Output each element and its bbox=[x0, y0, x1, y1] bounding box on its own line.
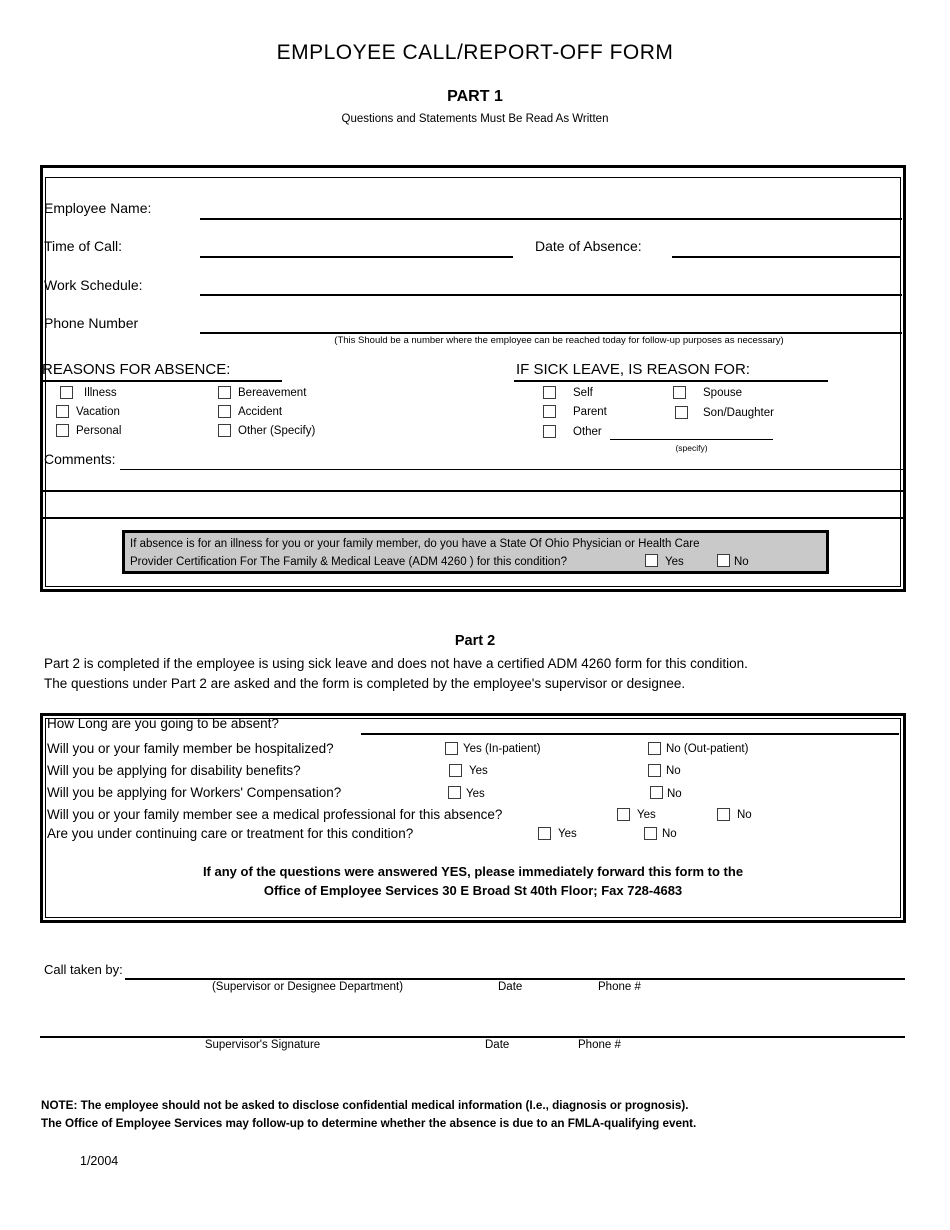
employee-name-label: Employee Name: bbox=[44, 200, 152, 216]
comments-input-line[interactable] bbox=[120, 469, 905, 470]
disability-no-checkbox[interactable] bbox=[648, 764, 661, 777]
disability-no-label: No bbox=[666, 765, 681, 777]
how-long-input-line[interactable] bbox=[361, 733, 899, 735]
sig2-name-caption: Supervisor's Signature bbox=[204, 1039, 321, 1051]
forward-instruction-line1: If any of the questions were answered YES, please immediately forward this form to the bbox=[202, 864, 744, 879]
son-daughter-label: Son/Daughter bbox=[703, 407, 774, 419]
continuing-care-yes-label: Yes bbox=[558, 828, 577, 840]
reasons-heading: REASONS FOR ABSENCE: bbox=[42, 361, 231, 378]
adm4260-no-checkbox[interactable] bbox=[717, 554, 730, 567]
adm4260-yes-checkbox[interactable] bbox=[645, 554, 658, 567]
adm4260-no-label: No bbox=[734, 556, 749, 568]
continuing-care-question: Are you under continuing care or treatment for this condition? bbox=[47, 826, 414, 841]
continuing-care-yes-checkbox[interactable] bbox=[538, 827, 551, 840]
phone-number-label: Phone Number bbox=[44, 315, 139, 331]
medical-professional-yes-checkbox[interactable] bbox=[617, 808, 630, 821]
note-line2: The Office of Employee Services may follow-up to determine whether the absence is due to an FMLA-qualifying event. bbox=[41, 1117, 697, 1130]
workers-comp-no-label: No bbox=[667, 788, 682, 800]
sig1-dept-caption: (Supervisor or Designee Department) bbox=[211, 981, 404, 993]
sig1-date-caption: Date bbox=[498, 981, 523, 993]
bereavement-checkbox[interactable] bbox=[218, 386, 231, 399]
hospitalized-question: Will you or your family member be hospitalized? bbox=[47, 741, 334, 756]
workers-comp-no-checkbox[interactable] bbox=[650, 786, 663, 799]
supervisor-signature-line[interactable] bbox=[40, 1036, 905, 1038]
parent-label: Parent bbox=[573, 406, 607, 418]
hospitalized-no-label: No (Out-patient) bbox=[666, 743, 749, 755]
workers-comp-question: Will you be applying for Workers' Compensation? bbox=[47, 785, 342, 800]
sick-leave-heading: IF SICK LEAVE, IS REASON FOR: bbox=[516, 361, 750, 378]
medical-professional-yes-label: Yes bbox=[637, 809, 656, 821]
form-title: EMPLOYEE CALL/REPORT-OFF FORM bbox=[276, 41, 674, 64]
son-daughter-checkbox[interactable] bbox=[675, 406, 688, 419]
self-checkbox[interactable] bbox=[543, 386, 556, 399]
comments-continuation-line-2[interactable] bbox=[43, 517, 903, 519]
phone-number-note: (This Should be a number where the employee can be reached today for follow-up purposes as necessary) bbox=[334, 335, 784, 346]
note-line1: NOTE: The employee should not be asked to disclose confidential medical information (I.e., diagnosis or prognosis). bbox=[41, 1099, 689, 1112]
accident-checkbox[interactable] bbox=[218, 405, 231, 418]
sig2-phone-caption: Phone # bbox=[578, 1039, 621, 1051]
parent-checkbox[interactable] bbox=[543, 405, 556, 418]
work-schedule-label: Work Schedule: bbox=[44, 277, 143, 293]
forward-instruction-line2: Office of Employee Services 30 E Broad St 40th Floor; Fax 728-4683 bbox=[263, 883, 683, 898]
vacation-checkbox[interactable] bbox=[56, 405, 69, 418]
sick-other-checkbox[interactable] bbox=[543, 425, 556, 438]
adm4260-line1: If absence is for an illness for you or your family member, do you have a State Of Ohio Physician or Health Care bbox=[130, 538, 700, 550]
vacation-label: Vacation bbox=[76, 406, 120, 418]
hospitalized-no-checkbox[interactable] bbox=[648, 742, 661, 755]
other-specify-checkbox[interactable] bbox=[218, 424, 231, 437]
illness-label: Illness bbox=[84, 387, 117, 399]
spouse-checkbox[interactable] bbox=[673, 386, 686, 399]
part1-subheading: Questions and Statements Must Be Read As Written bbox=[341, 113, 609, 125]
sick-leave-heading-underline bbox=[514, 380, 828, 382]
sick-other-specify-line[interactable] bbox=[610, 439, 773, 440]
adm4260-question-box bbox=[122, 530, 829, 574]
accident-label: Accident bbox=[238, 406, 283, 418]
specify-caption: (specify) bbox=[675, 443, 708, 453]
medical-professional-no-label: No bbox=[737, 809, 752, 821]
spouse-label: Spouse bbox=[703, 387, 743, 399]
hospitalized-yes-checkbox[interactable] bbox=[445, 742, 458, 755]
sig1-phone-caption: Phone # bbox=[598, 981, 641, 993]
time-of-call-input-line[interactable] bbox=[200, 256, 513, 258]
continuing-care-no-label: No bbox=[662, 828, 677, 840]
employee-name-input-line[interactable] bbox=[200, 218, 902, 220]
personal-label: Personal bbox=[76, 425, 122, 437]
illness-checkbox[interactable] bbox=[60, 386, 73, 399]
how-long-question: How Long are you going to be absent? bbox=[47, 716, 279, 731]
date-of-absence-input-line[interactable] bbox=[672, 256, 900, 258]
part2-intro-line2: The questions under Part 2 are asked and the form is completed by the employee's supervisor or designee. bbox=[44, 676, 686, 691]
call-taken-by-label: Call taken by: bbox=[44, 962, 123, 977]
bereavement-label: Bereavement bbox=[238, 387, 307, 399]
comments-continuation-line-1[interactable] bbox=[43, 490, 903, 492]
sig2-date-caption: Date bbox=[485, 1039, 510, 1051]
personal-checkbox[interactable] bbox=[56, 424, 69, 437]
workers-comp-yes-label: Yes bbox=[466, 788, 485, 800]
workers-comp-yes-checkbox[interactable] bbox=[448, 786, 461, 799]
adm4260-yes-label: Yes bbox=[665, 556, 684, 568]
medical-professional-no-checkbox[interactable] bbox=[717, 808, 730, 821]
sick-other-label: Other bbox=[573, 426, 602, 438]
adm4260-line2: Provider Certification For The Family & Medical Leave (ADM 4260 ) for this condition? bbox=[130, 556, 567, 568]
time-of-call-label: Time of Call: bbox=[44, 238, 123, 254]
part2-intro-line1: Part 2 is completed if the employee is using sick leave and does not have a certified ADM 4260 form for this condition. bbox=[44, 656, 748, 671]
self-label: Self bbox=[573, 387, 593, 399]
phone-number-input-line[interactable] bbox=[200, 332, 902, 334]
medical-professional-question: Will you or your family member see a medical professional for this absence? bbox=[47, 807, 503, 822]
continuing-care-no-checkbox[interactable] bbox=[644, 827, 657, 840]
part2-heading: Part 2 bbox=[454, 633, 496, 649]
other-specify-label: Other (Specify) bbox=[238, 425, 316, 437]
reasons-heading-underline bbox=[40, 380, 282, 382]
disability-question: Will you be applying for disability benefits? bbox=[47, 763, 301, 778]
disability-yes-checkbox[interactable] bbox=[449, 764, 462, 777]
form-version: 1/2004 bbox=[80, 1154, 119, 1168]
part1-heading: PART 1 bbox=[447, 88, 503, 105]
work-schedule-input-line[interactable] bbox=[200, 294, 902, 296]
disability-yes-label: Yes bbox=[469, 765, 488, 777]
part1-box-inner-border bbox=[45, 177, 901, 587]
call-taken-by-input-line[interactable] bbox=[125, 978, 905, 980]
part1-box bbox=[40, 165, 906, 592]
date-of-absence-label: Date of Absence: bbox=[535, 238, 642, 254]
hospitalized-yes-label: Yes (In-patient) bbox=[463, 743, 541, 755]
comments-label: Comments: bbox=[44, 451, 116, 467]
